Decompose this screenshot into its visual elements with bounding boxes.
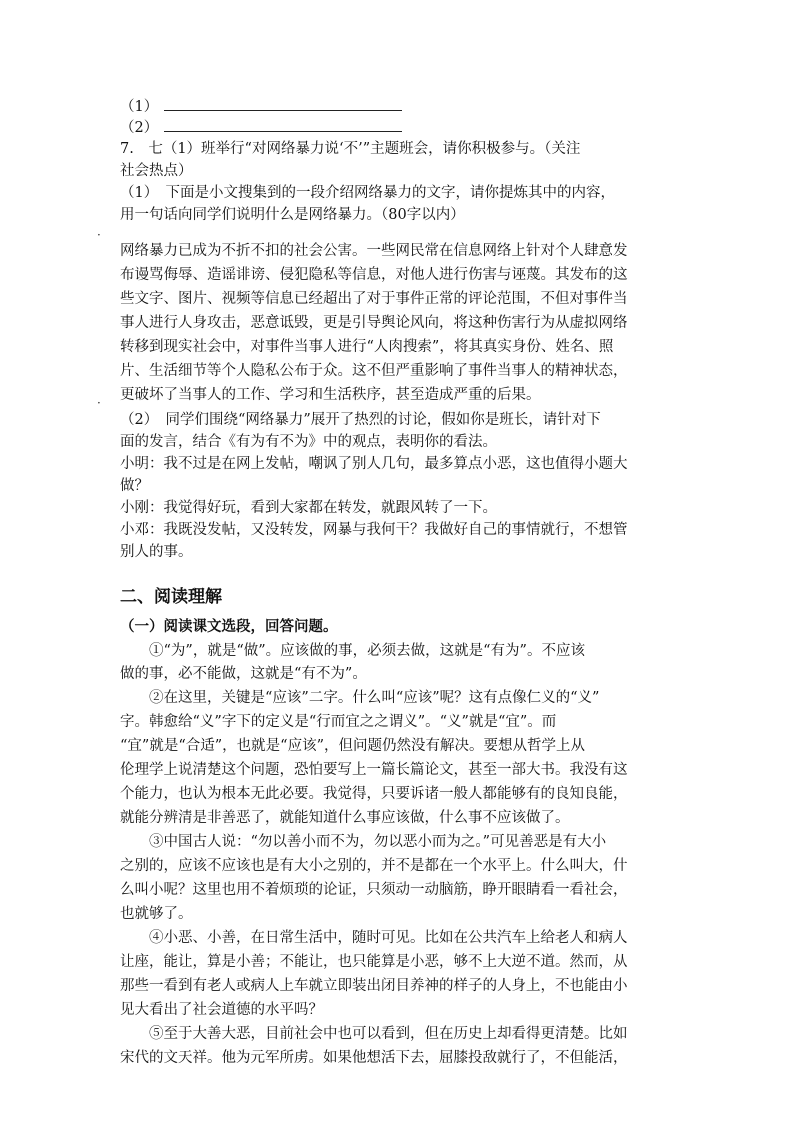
reading-line: 见大看出了社会道德的水平吗？ xyxy=(120,1002,323,1018)
question-7-2-line: 小邓：我既没发帖，又没转发，网暴与我何干？我做好自己的事情就行，不想管 xyxy=(120,522,628,538)
reading-line: ③中国古人说：“勿以善小而不为，勿以恶小而为之。”可见善恶是有大小 xyxy=(120,834,607,850)
passage-line: 网络暴力已成为不折不扣的社会公害。一些网民常在信息网络上针对个人肆意发 xyxy=(120,243,628,259)
section-heading: 二、阅读理解 xyxy=(120,587,222,607)
reading-line: ②在这里，关键是“应该”二字。什么叫“应该”呢？这有点像仁义的“义” xyxy=(120,690,600,706)
answer-line-2-label: （2） xyxy=(120,120,159,136)
passage-line: 更破坏了当事人的工作、学习和生活秩序，甚至造成严重的后果。 xyxy=(120,387,541,403)
reading-line: ⑤至于大善大恶，目前社会中也可以看到，但在历史上却看得更清楚。比如 xyxy=(120,1026,628,1042)
question-7-1-prompt: （1） 下面是小文搜集到的一段介绍网络暴力的文字，请你提炼其中的内容， xyxy=(120,185,615,201)
answer-line-1-label: （1） xyxy=(120,99,159,115)
question-7-2-line: 别人的事。 xyxy=(120,544,193,560)
question-7-2-line: 做？ xyxy=(120,478,149,494)
answer-line-2 xyxy=(120,117,402,139)
reading-line: 也就够了。 xyxy=(120,906,193,922)
passage-line: 片、生活细节等个人隐私公布于众。这不但严重影响了事件当事人的精神状态， xyxy=(120,363,628,379)
reading-line: 就能分辨清是非善恶了，就能知道什么事应该做，什么事不应该做了。 xyxy=(120,810,570,826)
question-7-2-line: 小明：我不过是在网上发帖，嘲讽了别人几句，最多算点小恶，这也值得小题大 xyxy=(120,456,628,472)
question-7-2-line: 面的发言，结合《有为有不为》中的观点，表明你的看法。 xyxy=(120,434,497,450)
answer-blank-1 xyxy=(164,96,402,111)
subsection-heading: （一）阅读课文选段，回答问题。 xyxy=(120,619,338,635)
reading-line: 做的事，必不能做，这就是“有不为”。 xyxy=(120,666,367,682)
reading-line: ④小恶、小善，在日常生活中，随时可见。比如在公共汽车上给老人和病人 xyxy=(120,930,628,946)
answer-line-1 xyxy=(120,96,402,118)
paragraph-mark: · xyxy=(97,396,101,410)
question-7-2-line: 小刚：我觉得好玩，看到大家都在转发，就跟风转了一下。 xyxy=(120,500,497,516)
question-7-line: 社会热点） xyxy=(120,163,193,179)
question-7-line: 7. 七（1）班举行“对网络暴力说‘不’”主题班会，请你积极参与。（关注 xyxy=(120,141,581,157)
reading-line: 字。韩愈给“义”字下的定义是“行而宜之之谓义”。“义”就是“宜”。而 xyxy=(120,714,557,730)
reading-line: ①“为”，就是“做”。应该做的事，必须去做，这就是“有为”。不应该 xyxy=(120,643,585,659)
reading-line: 之别的，应该不应该也是有大小之别的，并不是都在一个水平上。什么叫大，什 xyxy=(120,858,628,874)
question-7-1-prompt: 用一句话向同学们说明什么是网络暴力。（80字以内） xyxy=(120,207,465,223)
answer-blank-2 xyxy=(164,117,402,132)
paragraph-mark: · xyxy=(97,228,101,242)
passage-line: 些文字、图片、视频等信息已经超出了对于事件正常的评论范围，不但对事件当 xyxy=(120,291,628,307)
reading-line: “宜”就是“合适”，也就是“应该”，但问题仍然没有解决。要想从哲学上从 xyxy=(120,738,585,754)
passage-line: 转移到现实社会中，对事件当事人进行“人肉搜索”，将其真实身份、姓名、照 xyxy=(120,339,614,355)
reading-line: 那些一看到有老人或病人上车就立即装出闭目养神的样子的人身上，不也能由小 xyxy=(120,978,628,994)
reading-line: 个能力，也认为根本无此必要。我觉得，只要诉诸一般人都能够有的良知良能， xyxy=(120,786,628,802)
passage-line: 事人进行人身攻击，恶意诋毁，更是引导舆论风向，将这种伤害行为从虚拟网络 xyxy=(120,315,628,331)
reading-line: 让座，能让，算是小善；不能让，也只能算是小恶，够不上大逆不道。然而，从 xyxy=(120,954,628,970)
question-7-2-line: （2） 同学们围绕“网络暴力”展开了热烈的讨论，假如你是班长，请针对下 xyxy=(120,412,601,428)
passage-line: 布谩骂侮辱、造谣诽谤、侵犯隐私等信息，对他人进行伤害与诬蔑。其发布的这 xyxy=(120,267,628,283)
reading-line: 伦理学上说清楚这个问题，恐怕要写上一篇长篇论文，甚至一部大书。我没有这 xyxy=(120,762,628,778)
reading-line: 么叫小呢？这里也用不着烦琐的论证，只须动一动脑筋，睁开眼睛看一看社会， xyxy=(120,882,628,898)
reading-line: 宋代的文天祥。他为元军所虏。如果他想活下去，屈膝投敌就行了，不但能活， xyxy=(120,1050,628,1066)
